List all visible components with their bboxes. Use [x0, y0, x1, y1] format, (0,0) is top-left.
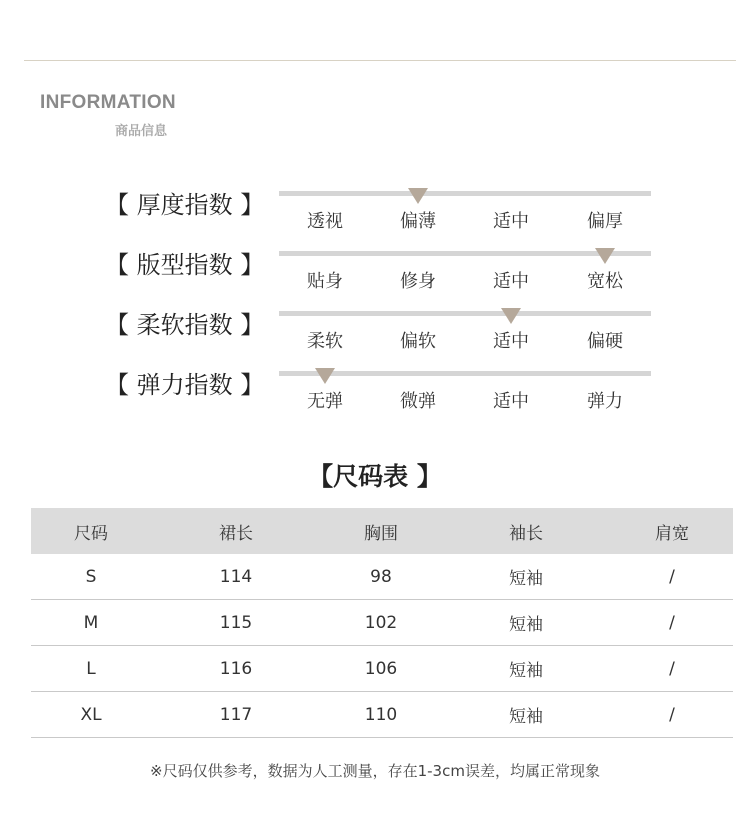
index-option: 适中 [493, 271, 529, 292]
table-cell: 短袖 [509, 615, 543, 635]
table-cell: / [669, 658, 675, 679]
table-cell: 短袖 [509, 569, 543, 589]
index-label: 【 弹力指数 】 [105, 371, 265, 399]
index-option: 透视 [307, 211, 343, 232]
index-option: 偏薄 [400, 211, 436, 232]
index-row-softness [0, 305, 750, 365]
table-cell: 110 [364, 704, 398, 725]
table-cell: 116 [219, 658, 253, 679]
index-option: 适中 [493, 391, 529, 412]
index-option: 无弹 [307, 391, 343, 412]
info-subtitle: 商品信息 [115, 124, 168, 139]
selected-marker-icon [408, 188, 428, 204]
table-row [31, 646, 733, 692]
index-label: 【 版型指数 】 [105, 251, 265, 279]
table-cell: 115 [219, 612, 253, 633]
selected-marker-icon [501, 308, 521, 324]
index-label: 【 厚度指数 】 [105, 191, 265, 219]
index-option: 适中 [493, 211, 529, 232]
index-option: 微弹 [400, 391, 436, 412]
header-cell: 裙长 [219, 523, 253, 544]
index-option: 柔软 [307, 331, 343, 352]
table-cell: S [85, 566, 97, 587]
index-option: 适中 [493, 331, 529, 352]
header-cell: 袖长 [509, 523, 543, 544]
selected-marker-icon [315, 368, 335, 384]
table-row [31, 554, 733, 600]
index-option: 修身 [400, 271, 436, 292]
index-row-elasticity [0, 365, 750, 425]
index-track [279, 311, 651, 316]
table-row [31, 692, 733, 738]
index-option: 偏厚 [587, 211, 623, 232]
selected-marker-icon [595, 248, 615, 264]
header-cell: 胸围 [364, 523, 398, 544]
index-option: 偏软 [400, 331, 436, 352]
table-cell: 106 [364, 658, 398, 679]
index-label: 【 柔软指数 】 [105, 311, 265, 339]
index-option: 宽松 [587, 271, 623, 292]
table-cell: 短袖 [509, 707, 543, 727]
table-cell: 短袖 [509, 661, 543, 681]
table-cell: 114 [219, 566, 253, 587]
index-row-fit [0, 245, 750, 305]
header-cell: 尺码 [74, 523, 108, 544]
index-option: 偏硬 [587, 331, 623, 352]
size-table [31, 508, 733, 738]
header-cell: 肩宽 [655, 523, 689, 544]
disclaimer-note: ※尺码仅供参考，数据为人工测量，存在1-3cm误差，均属正常现象 [150, 762, 600, 780]
index-row-thickness [0, 185, 750, 245]
size-table-title: 【尺码表 】 [308, 462, 442, 491]
table-cell: 117 [219, 704, 253, 725]
table-header [31, 508, 733, 554]
index-option: 贴身 [307, 271, 343, 292]
table-cell: / [669, 566, 675, 587]
table-cell: 98 [370, 566, 392, 587]
info-title: INFORMATION [40, 92, 176, 113]
table-cell: 102 [364, 612, 398, 633]
index-track [279, 191, 651, 196]
top-divider [24, 60, 736, 61]
table-cell: / [669, 704, 675, 725]
table-cell: M [83, 612, 99, 633]
index-option: 弹力 [587, 391, 623, 412]
table-cell: / [669, 612, 675, 633]
table-cell: XL [80, 704, 102, 725]
table-cell: L [86, 658, 96, 679]
table-row [31, 600, 733, 646]
